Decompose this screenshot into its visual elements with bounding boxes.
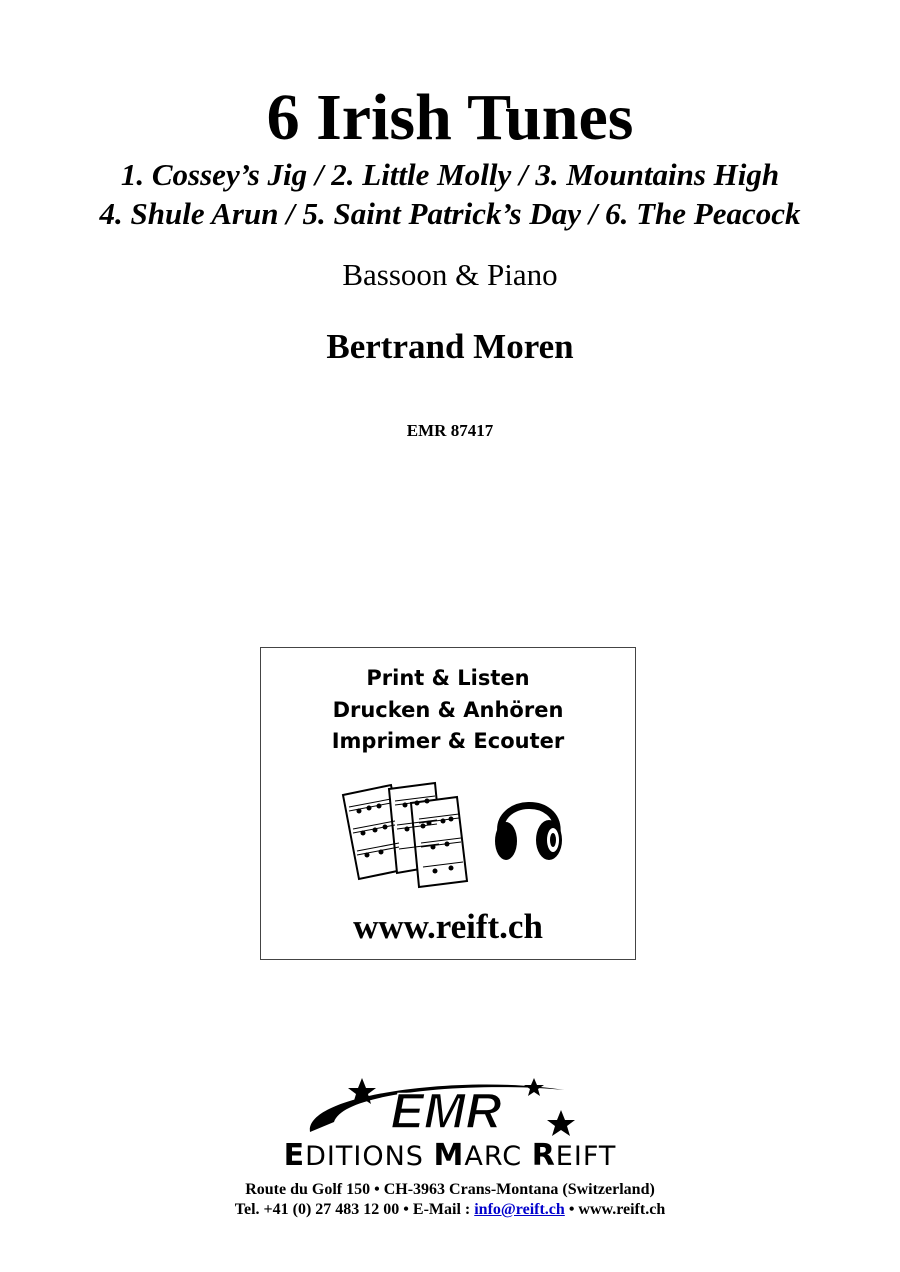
website-text: • www.reift.ch [564, 1201, 666, 1218]
tune-list-line-2: 4. Shule Arun / 5. Saint Patrick’s Day / 6. The Peacock [99, 196, 801, 231]
sheet-music-icon [339, 781, 469, 891]
promo-line-print-listen: Print & Listen [366, 666, 530, 690]
publisher-name: EDITIONS MARC REIFT [283, 1138, 617, 1173]
promo-line-imprimer: Imprimer & Ecouter [331, 729, 565, 753]
publisher-address: Route du Golf 150 • CH-3963 Crans-Montana (Switzerland) [245, 1181, 655, 1198]
headphones-icon [491, 786, 566, 866]
publisher-contact [0, 1200, 900, 1220]
catalog-number: EMR 87417 [406, 421, 494, 440]
composer-name: Bertrand Moren [326, 327, 574, 366]
tune-list-line-1: 1. Cossey’s Jig / 2. Little Molly / 3. Mountains High [120, 157, 780, 192]
telephone-text: Tel. +41 (0) 27 483 12 00 • E-Mail : [234, 1201, 475, 1218]
score-title: 6 Irish Tunes [266, 81, 634, 154]
emr-logo-text: EMR [390, 1083, 502, 1139]
promo-website-link[interactable]: www.reift.ch [353, 907, 543, 946]
email-link[interactable]: info@reift.ch [474, 1201, 565, 1218]
instrumentation: Bassoon & Piano [342, 257, 558, 292]
promo-line-drucken: Drucken & Anhören [332, 698, 564, 722]
print-listen-box[interactable] [260, 647, 636, 960]
